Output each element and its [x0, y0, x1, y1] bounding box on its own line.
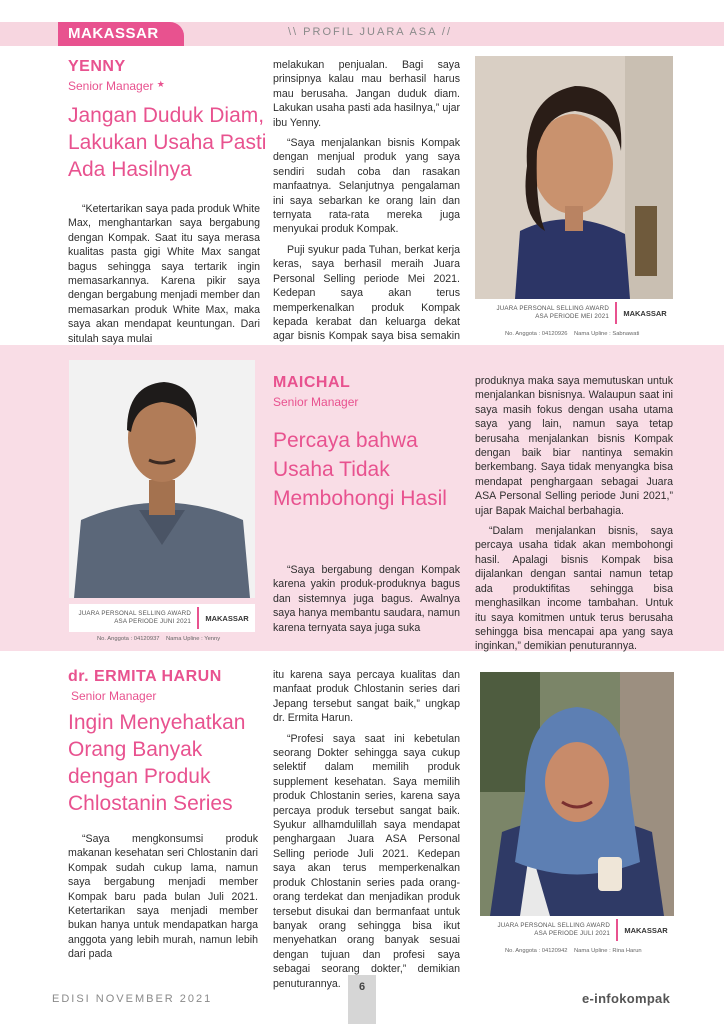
profile-headline: Jangan Duduk Diam, Lakukan Usaha Pasti Ada Hasilnya — [68, 104, 267, 181]
profile-role — [68, 79, 165, 93]
star-icon: ★ — [156, 79, 165, 89]
portrait-illustration — [475, 56, 673, 299]
profile-role: Senior Manager — [273, 395, 359, 409]
profile-role: Senior Manager — [71, 689, 157, 703]
award-period: ASA PERIODE JUNI 2021 — [114, 618, 191, 625]
profile-headline: Ingin Menyehatkan Orang Banyak dengan Produk Chlostanin Series — [68, 711, 246, 815]
award-city: MAKASSAR — [205, 613, 249, 623]
award-text — [475, 305, 615, 321]
award-line: JUARA PERSONAL SELLING AWARD — [497, 922, 610, 929]
award-caption — [69, 604, 255, 632]
award-period: ASA PERIODE MEI 2021 — [535, 313, 609, 320]
award-line: JUARA PERSONAL SELLING AWARD — [78, 610, 191, 617]
upline-name: Nama Upline : Rina Harun — [574, 948, 642, 954]
page-number: 6 — [358, 981, 366, 993]
article-column-2 — [273, 668, 460, 997]
article-column-2 — [273, 58, 460, 364]
brand-logo — [582, 991, 670, 1006]
page-number-box — [348, 975, 376, 1024]
paragraph: “Saya bergabung dengan Kompak karena yakin produk-produknya bagus dan sistemnya juga bagus. Awalnya saya hanya membantu saudara, namun karena ternyata saya juga suka — [273, 564, 460, 634]
portrait-photo — [475, 56, 673, 299]
brand-prefix: e-info — [582, 991, 620, 1006]
award-city: MAKASSAR — [623, 308, 667, 318]
paragraph: Puji syukur pada Tuhan, berkat kerja keras, saya berhasil meraih Juara Personal Selling periode Mei 2021. Kedepan saya akan terus memperkenalkan produk Kompak kepada kerabat dan keluarga dekat agar bisnis Kompak saya bisa semakin — [273, 243, 460, 343]
member-meta — [97, 636, 220, 642]
brand-name: kompak — [619, 991, 671, 1006]
award-caption — [480, 916, 674, 944]
member-meta — [505, 331, 639, 337]
portrait-photo — [69, 360, 255, 598]
profile-name: MAICHAL — [273, 374, 351, 391]
edition-label: EDISI NOVEMBER 2021 — [52, 993, 213, 1005]
paragraph: “Dalam menjalankan bisnis, saya percaya usaha tidak akan membohongi hasil. Apalagi bisnis Kompak bisa dijalankan dengan santai namun tetap ada produktifitas sehingga bisa menghasilkan income tambahan. Untuk itu saya komitmen untuk terus berusaha sehingga bisa mencapai apa yang saya inginkan,” demikian penuturannya. — [475, 525, 673, 653]
paragraph: “Profesi saya saat ini kebetulan seorang Dokter sehingga saya cukup selektif dalam memilih produk supplement kesehatan. Saya memilih produk Chlostanin series, karena saya percaya produk tersebut sangat baik. Syukur allhamdulillah saya mendapat penghargaan Juara ASA Personal Selling periode Juli 2021. Kedepan saya akan terus memperkenalkan produk Chlostanin series pada orang-orang terdekat dan menjadikan produk tersebut disukai dan bermanfaat untuk banyak orang sehingga bisa ikut menyehatkan orang banyak sesuai dengan tujuan dan profesi saya sebagai seorang dokter,” demikian penuturannya. — [273, 732, 460, 990]
article-column-1 — [68, 832, 258, 968]
article-column-1 — [273, 563, 460, 641]
member-number: No. Anggota : 04120926 — [505, 331, 568, 337]
profile-name: dr. ERMITA HARUN — [68, 668, 222, 685]
upline-name: Nama Upline : Yenny — [166, 636, 221, 642]
member-meta — [505, 948, 642, 954]
role-label: Senior Manager — [68, 79, 154, 93]
portrait-illustration — [69, 360, 255, 598]
profile-headline: Percaya bahwa Usaha Tidak Membohongi Hasil — [273, 429, 447, 510]
paragraph: “Saya menjalankan bisnis Kompak dengan menjual produk yang saya sendiri sudah coba dan rasakan manfaatnya. Selanjutnya pengalaman ini saya sebarkan ke orang lain dan ternyata rata-rata mereka juga menyukai produk Kompak. — [273, 137, 460, 236]
paragraph: melakukan penjualan. Bagi saya prinsipnya kalau mau berhasil harus mau berusaha. Jangan duduk diam. Lakukan usaha pasti ada hasilnya,” ujar ibu Yenny. — [273, 59, 460, 129]
profile-name: YENNY — [68, 58, 126, 75]
article-column-1 — [68, 202, 260, 352]
paragraph: “Saya mengkonsumsi produk makanan kesehatan seri Chlostanin dari Kompak sudah cukup lama, namun saya bergabung menjadi member Kompak baru pada bulan Juli 2021. Ketertarikan saya menjadi member bukan hanya untuk mendapatkan harga anggota yang lebih murah, namun lebih dari pada — [68, 833, 258, 961]
award-caption — [475, 299, 673, 327]
section-title: \\ PROFIL JUARA ASA // — [288, 26, 453, 38]
award-text — [480, 922, 616, 938]
paragraph: itu karena saya percaya kualitas dan manfaat produk Chlostanin series dari Jepang tersebut sangat baik,” ungkap dr. Ermita Harun. — [273, 669, 460, 725]
member-number: No. Anggota : 04120937 — [97, 636, 160, 642]
award-city: MAKASSAR — [624, 925, 668, 935]
article-column-2 — [475, 374, 673, 660]
award-line: JUARA PERSONAL SELLING AWARD — [496, 305, 609, 312]
award-text — [69, 610, 197, 626]
upline-name: Nama Upline : Sabnawati — [574, 331, 640, 337]
paragraph: “Ketertarikan saya pada produk White Max, menghantarkan saya bergabung dengan Kompak. Saat itu saya merasa kualitas pasta gigi White Max sangat bagus sehingga saya tertarik ingin memasarkannya. Karena pikir saya dengan bergabung menjadi member dan memasarkan produk White Max, maka saya akan mendapat keuntungan. Dari situlah saya mulai — [68, 203, 260, 345]
region-tab: MAKASSAR — [58, 22, 184, 46]
paragraph: produknya maka saya memutuskan untuk menjalankan bisnisnya. Walaupun saat ini saya masih fokus dengan usaha utama saya yang lain, namun saya tetap berusaha menjalankan bisnis Kompak dengan baik biar nantinya semakin berkembang. Saya tidak menyangka bisa mendapat penghargaan sebagai Juara ASA Personal Selling periode Juni 2021,” ujar Bapak Maichal berbahagia. — [475, 375, 673, 517]
portrait-photo — [480, 672, 674, 916]
portrait-illustration — [480, 672, 674, 916]
member-number: No. Anggota : 04120942 — [505, 948, 568, 954]
award-period: ASA PERIODE JULI 2021 — [534, 930, 610, 937]
